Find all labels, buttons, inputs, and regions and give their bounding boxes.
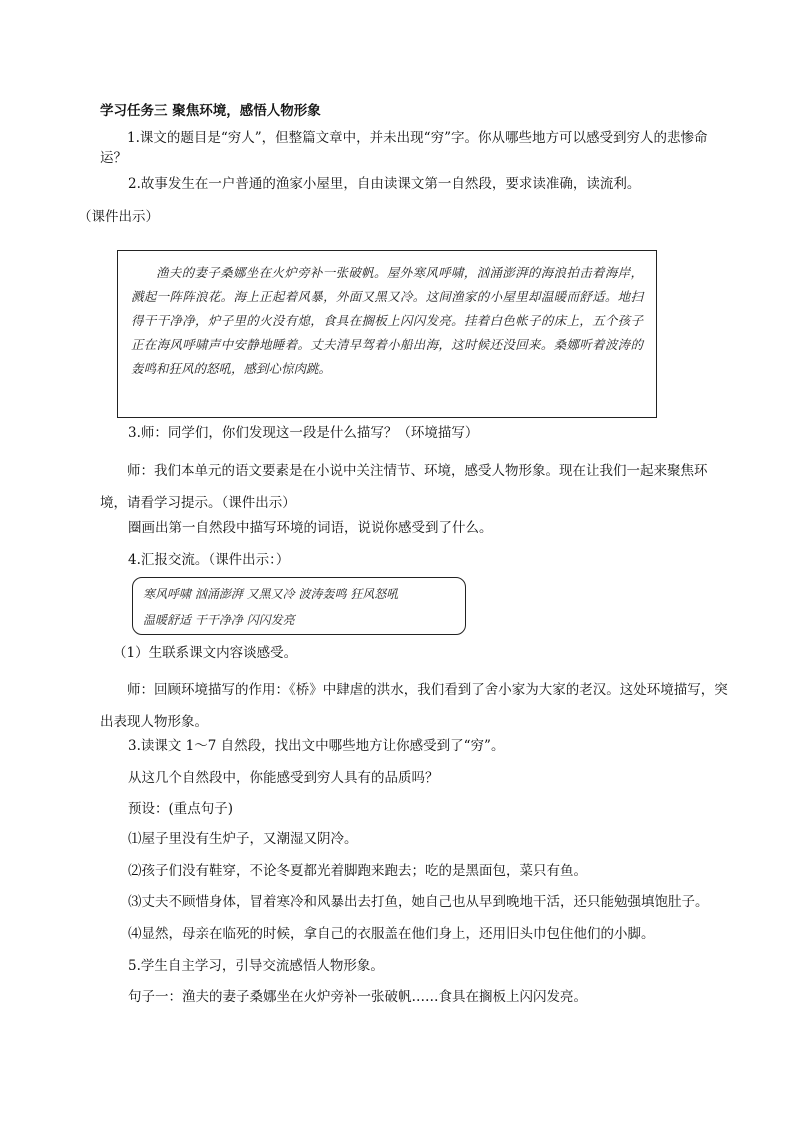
section-title: 学习任务三 聚焦环境，感悟人物形象 [100, 103, 321, 119]
question-4: 4.汇报交流。（课件出示：） [128, 552, 290, 568]
question-5: 5.学生自主学习，引导交流感悟人物形象。 [128, 958, 384, 974]
courseware-note: （课件出示） [78, 209, 159, 225]
word-row-2: 温暖舒适 干干净净 闪闪发亮 [143, 613, 295, 627]
circle-task: 圈画出第一自然段中描写环境的词语，说说你感受到了什么。 [128, 520, 493, 536]
teacher-note-1: 师：我们本单元的语文要素是在小说中关注情节、环境，感受人物形象。现在让我们一起来聚焦环境，请看学习提示。（课件出示） [100, 463, 708, 511]
passage-box: 渔夫的妻子桑娜坐在火炉旁补一张破帆。屋外寒风呼啸，汹涌澎湃的海浪拍击着海岸，溅起一阵阵浪花。海上正起着风暴，外面又黑又冷。这间渔家的小屋里却温暖而舒适。地扫得干干净净，炉子里的火没有熄，食具在搁板上闪闪发亮。挂着白色帐子的床上，五个孩子正在海风呼啸声中安静地睡着。丈夫清早驾着小船出海，这时候还没回来。桑娜听着波涛的轰鸣和狂风的怒吼，感到心惊肉跳。 [117, 250, 657, 418]
key-sentence-4: ⑷显然，母亲在临死的时候，拿自己的衣服盖在他们身上，还用旧头巾包住他们的小脚。 [128, 926, 655, 942]
quality-question: 从这几个自然段中，你能感受到穷人具有的品质吗？ [128, 770, 439, 786]
teacher-note-2: 师：回顾环境描写的作用：《桥》中肆虐的洪水，我们看到了舍小家为大家的老汉。这处环境描写，突出表现人物形象。 [100, 682, 728, 730]
question-3: 3.师：同学们，你们发现这一段是什么描写？（环境描写） [128, 425, 479, 441]
sentence-one: 句子一：渔夫的妻子桑娜坐在火炉旁补一张破帆……食具在搁板上闪闪发亮。 [128, 989, 587, 1005]
question-3b: 3.读课文 1～7 自然段，找出文中哪些地方让你感受到了“穷”。 [128, 738, 505, 754]
key-sentence-2: ⑵孩子们没有鞋穿，不论冬夏都光着脚跑来跑去；吃的是黑面包，菜只有鱼。 [128, 863, 587, 879]
sub-item-1: （1）生联系课文内容谈感受。 [113, 645, 298, 661]
preset-label: 预设：(重点句子) [128, 801, 234, 817]
question-2: 2.故事发生在一户普通的渔家小屋里，自由读课文第一自然段，要求读准确，读流利。 [128, 176, 641, 192]
question-1: 1.课文的题目是“穷人”，但整篇文章中，并未出现“穷”字。你从哪些地方可以感受到穷人的悲惨命运？ [100, 130, 708, 166]
word-box [132, 577, 466, 635]
key-sentence-1: ⑴屋子里没有生炉子，又潮湿又阴冷。 [128, 831, 358, 847]
word-row-1: 寒风呼啸 汹涌澎湃 又黑又冷 波涛轰鸣 狂风怒吼 [143, 587, 399, 601]
key-sentence-3: ⑶丈夫不顾惜身体，冒着寒冷和风暴出去打鱼，她自己也从早到晚地干活，还只能勉强填饱肚子。 [128, 894, 709, 910]
